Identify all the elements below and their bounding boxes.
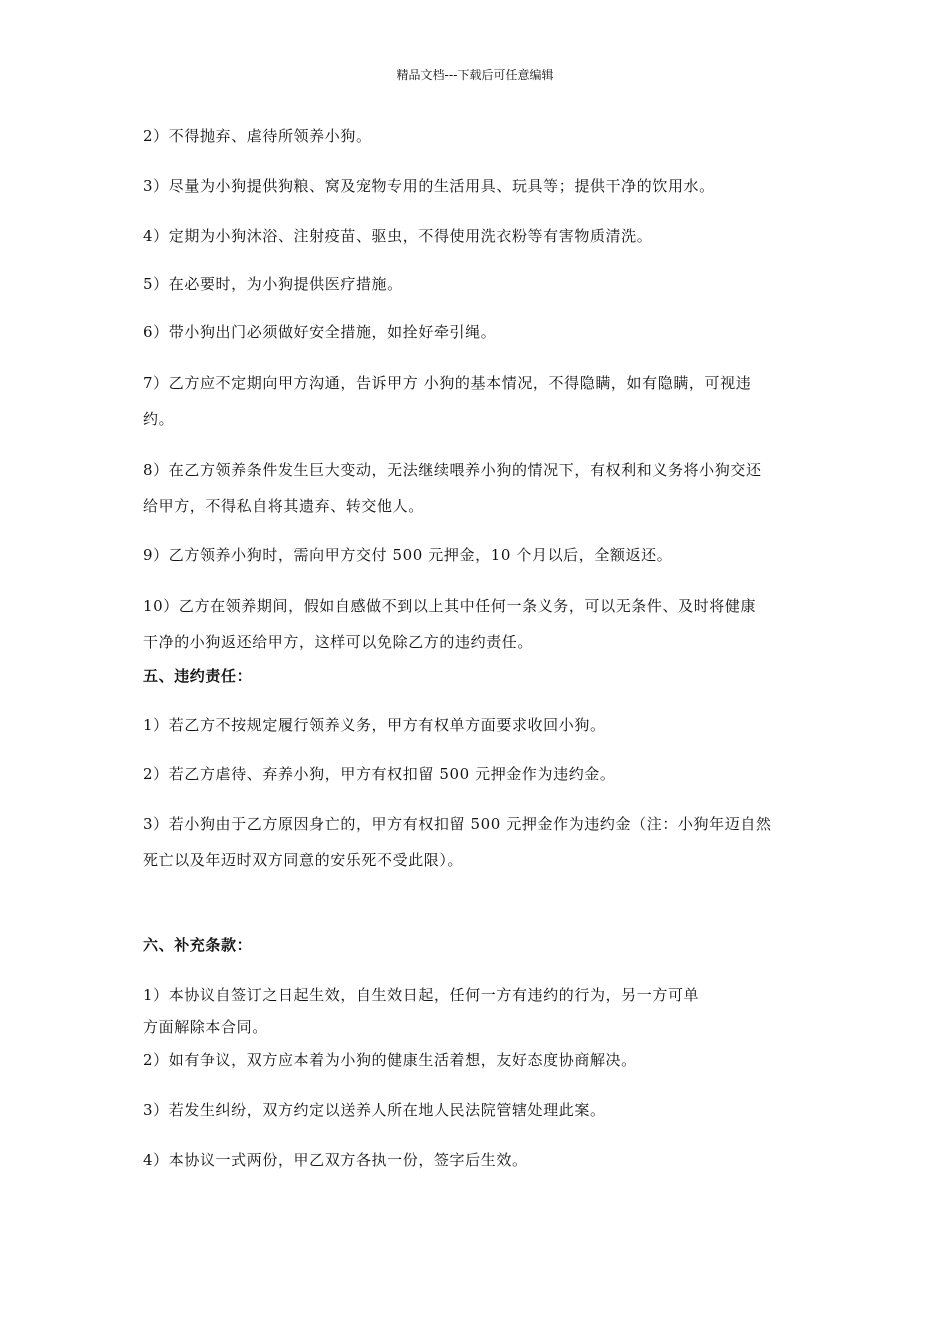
- supplement-3-line: 3）若发生纠纷，双方约定以送养人所在地人民法院管辖处理此案。: [143, 1101, 606, 1119]
- section-6-heading: 六、补充条款：: [143, 936, 253, 954]
- clause-9-line: 9）乙方领养小狗时，需向甲方交付 500 元押金，10 个月以后，全额返还。: [143, 546, 673, 564]
- breach-3-line1: 3）若小狗由于乙方原因身亡的，甲方有权扣留 500 元押金作为违约金（注：小狗年迈自然: [143, 815, 772, 833]
- clause-2-line: 2）不得抛弃、虐待所领养小狗。: [143, 127, 372, 145]
- supplement-1-line1: 1）本协议自签订之日起生效，自生效日起，任何一方有违约的行为，另一方可单: [143, 986, 700, 1004]
- clause-4-line: 4）定期为小狗沐浴、注射疫苗、驱虫，不得使用洗衣粉等有害物质清洗。: [143, 227, 653, 245]
- clause-10-line1: 10）乙方在领养期间，假如自感做不到以上其中任何一条义务，可以无条件、及时将健康: [143, 597, 757, 615]
- clause-8-line2: 给甲方，不得私自将其遗弃、转交他人。: [143, 497, 424, 515]
- section-5-heading: 五、违约责任：: [143, 667, 253, 685]
- clause-3-line: 3）尽量为小狗提供狗粮、窝及宠物专用的生活用具、玩具等；提供干净的饮用水。: [143, 177, 715, 195]
- breach-1-line: 1）若乙方不按规定履行领养义务，甲方有权单方面要求收回小狗。: [143, 716, 606, 734]
- breach-2-line: 2）若乙方虐待、弃养小狗，甲方有权扣留 500 元押金作为违约金。: [143, 765, 616, 783]
- clause-5-line: 5）在必要时，为小狗提供医疗措施。: [143, 275, 403, 293]
- supplement-2-line: 2）如有争议，双方应本着为小狗的健康生活着想，友好态度协商解决。: [143, 1051, 637, 1069]
- supplement-1-line2: 方面解除本合同。: [143, 1018, 268, 1036]
- supplement-4-line: 4）本协议一式两份，甲乙双方各执一份，签字后生效。: [143, 1151, 528, 1169]
- clause-7-line1: 7）乙方应不定期向甲方沟通，告诉甲方 小狗的基本情况，不得隐瞒，如有隐瞒，可视违: [143, 374, 752, 392]
- clause-10-line2: 干净的小狗返还给甲方，这样可以免除乙方的违约责任。: [143, 633, 534, 651]
- page-header-watermark: 精品文档---下载后可任意编辑: [396, 68, 554, 82]
- breach-3-line2: 死亡以及年迈时双方同意的安乐死不受此限）。: [143, 851, 464, 869]
- clause-8-line1: 8）在乙方领养条件发生巨大变动，无法继续喂养小狗的情况下，有权利和义务将小狗交还: [143, 461, 762, 479]
- clause-7-line2: 约。: [143, 410, 175, 428]
- clause-6-line: 6）带小狗出门必须做好安全措施，如拴好牵引绳。: [143, 323, 497, 341]
